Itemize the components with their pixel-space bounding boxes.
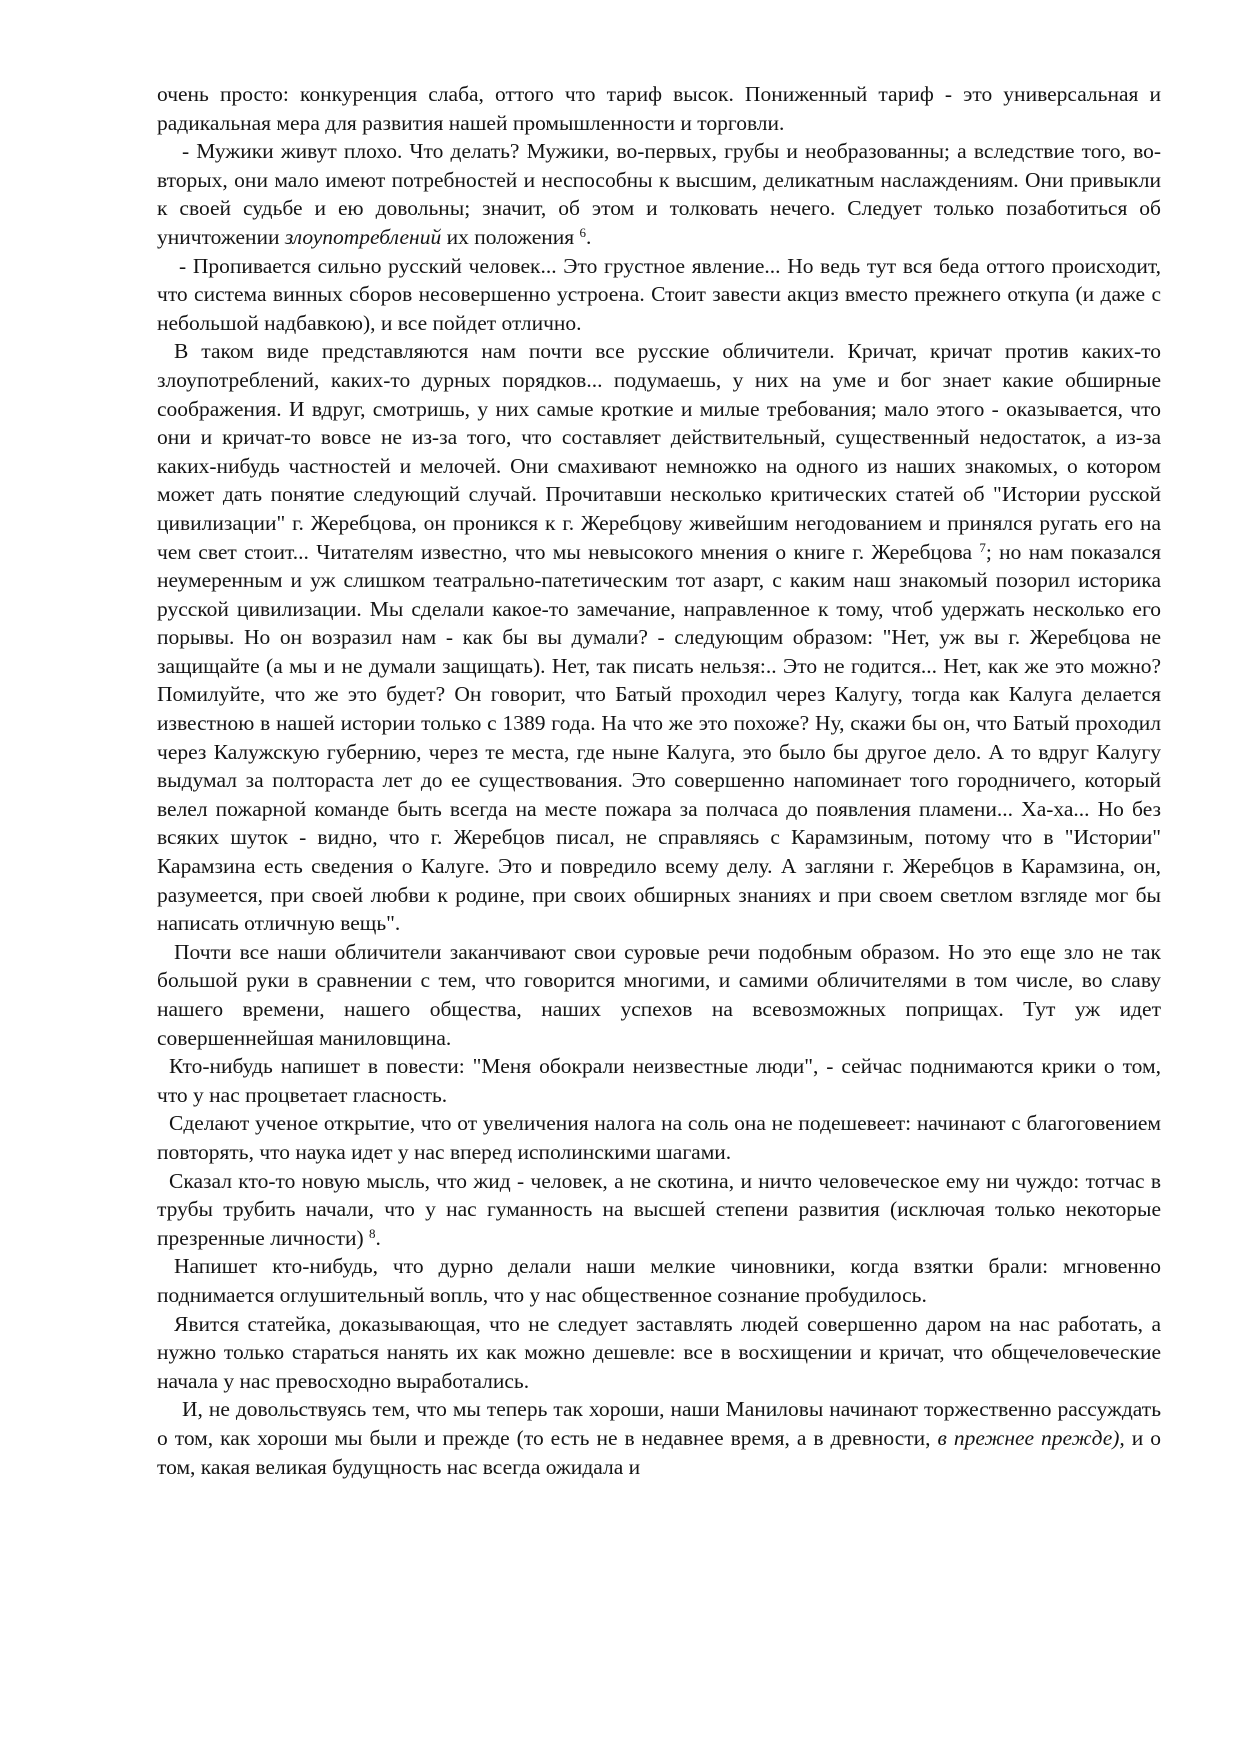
paragraph-text: . <box>586 224 592 249</box>
paragraph-text: . <box>375 1225 381 1250</box>
paragraph-manilovs <box>157 1395 1161 1481</box>
document-page <box>157 80 1161 1481</box>
paragraph-text: И, не довольствуясь тем, что мы теперь так хороши, наши Маниловы начинают торжественно рассуждать о том, как хороши мы были и прежде (то есть не в недавнее время, а в древности, <box>157 1397 1161 1450</box>
paragraph-glasnost <box>157 1052 1161 1109</box>
paragraph-officials <box>157 1252 1161 1309</box>
paragraph-text: Сказал кто-то новую мысль, что жид - человек, а не скотина, и ничто человеческое ему ни чуждо: тотчас в трубы трубить начали, что у нас гуманность на высшей степени развития (исключая только некоторые презренные личности) <box>157 1168 1161 1250</box>
paragraph-text: их положения <box>441 224 580 249</box>
paragraph-denouncers <box>157 337 1161 937</box>
paragraph-text: очень просто: конкуренция слаба, оттого что тариф высок. Пониженный тариф - это универсальная и радикальная мера для развития нашей промышленности и торговли. <box>157 82 1161 135</box>
paragraph-text: В таком виде представляются нам почти все русские обличители. Кричат, кричат против каких-то злоупотреблений, каких-то дурных порядков... подумаешь, у них на уме и бог знает какие обширные соображения. И вдруг, смотришь, у них самые кроткие и милые требования; мало этого - оказывается, что они и кричат-то вовсе не из-за того, что составляет действительный, существенный недостаток, а из-за каких-нибудь частностей и мелочей. Они смахивают немножко на одного из наших знакомых, о котором может дать понятие следующий случай. Прочитавши несколько критических статей об "Истории русской цивилизации" г. Жеребцова, он проникся к г. Жеребцову живейшим негодованием и принялся ругать его на чем свет стоит... Читателям известно, что мы невысокого мнения о книге г. Жеребцова <box>157 339 1161 564</box>
paragraph-text: ; но нам показался неумеренным и уж слишком театрально-патетическим тот азарт, с каким наш знакомый позорил историка русской цивилизации. Мы сделали какое-то замечание, направленное к тому, чтоб удержать несколько его порывы. Но он возразил нам - как бы вы думали? - следующим образом: "Нет, уж вы г. Жеребцова не защищайте (а мы и не думали защищать). Нет, так писать нельзя:.. Это не годится... Нет, как же это можно? Помилуйте, что же это будет? Он говорит, что Батый проходил через Калугу, тогда как Калуга делается известною в нашей истории только с 1389 года. На что же это похоже? Ну, скажи бы он, что Батый проходил через Калужскую губернию, через те места, где ныне Калуга, это было бы другое дело. А то вдруг Калугу выдумал за полтораста лет до ее существования. Это совершенно напоминает того городничего, который велел пожарной команде быть всегда на месте пожара за полчаса до появления пламени... Ха-ха... Но без всяких шуток - видно, что г. Жеребцов писал, не справляясь с Карамзиным, потому что в "Истории" Карамзина есть сведения о Калуге. Это и повредило всему делу. А загляни г. Жеребцов в Карамзина, он, разумеется, при своей любви к родине, при своих обширных знаниях и при своем светлом взгляде мог бы написать отличную вещь". <box>157 539 1162 936</box>
paragraph-labor <box>157 1310 1161 1396</box>
paragraph-text: Почти все наши обличители заканчивают свои суровые речи подобным образом. Но это еще зло не так большой руки в сравнении с тем, что говорится многими, и самими обличителями в том числе, во славу нашего времени, нашего общества, наших успехов на всевозможных поприщах. Тут уж идет совершеннейшая маниловщина. <box>157 939 1161 1050</box>
footnote-ref-8[interactable]: 8 <box>369 1225 376 1241</box>
paragraph-humanity <box>157 1167 1161 1253</box>
paragraph-text: и о том, какая великая будущность нас всегда ожидала и <box>157 1425 1162 1479</box>
paragraph-text: Сделают ученое открытие, что от увеличения налога на соль она не подешевеет: начинают с благоговением повторять, что наука идет у нас вперед исполинскими шагами. <box>157 1111 1161 1164</box>
paragraph-science <box>157 1109 1161 1166</box>
paragraph-drinking <box>157 252 1161 338</box>
paragraph-tariff <box>157 80 1161 137</box>
italic-emphasis: в прежнее прежде), <box>937 1425 1125 1450</box>
paragraph-text: Явится статейка, доказывающая, что не следует заставлять людей совершенно даром на нас работать, а нужно только стараться нанять их как можно дешевле: все в восхищении и кричат, что общечеловеческие начала у нас превосходно выработались. <box>157 1311 1161 1393</box>
paragraph-text: - Пропивается сильно русский человек... Это грустное явление... Но ведь тут вся беда оттого происходит, что система винных сборов несовершенно устроена. Стоит завести акциз вместо прежнего откупа (и даже с небольшой надбавкою), и все пойдет отлично. <box>157 253 1161 335</box>
italic-emphasis: злоупотреблений <box>284 224 442 249</box>
paragraph-text: - Мужики живут плохо. Что делать? Мужики, во-первых, грубы и необразованны; а вследствие того, во-вторых, они мало имеют потребностей и неспособны к высшим, деликатным наслаждениям. Они привыкли к своей судьбе и ею довольны; значит, об этом и толковать нечего. Следует только позаботиться об уничтожении <box>157 139 1161 249</box>
footnote-ref-6[interactable]: 6 <box>579 224 587 240</box>
paragraph-text: Напишет кто-нибудь, что дурно делали наши мелкие чиновники, когда взятки брали: мгновенно поднимается оглушительный вопль, что у нас общественное сознание пробудилось. <box>157 1254 1161 1307</box>
paragraph-manilovism <box>157 938 1161 1052</box>
paragraph-peasants <box>157 137 1161 251</box>
footnote-ref-7[interactable]: 7 <box>979 539 986 555</box>
paragraph-text: Кто-нибудь напишет в повести: "Меня обокрали неизвестные люди", - сейчас поднимаются крики о том, что у нас процветает гласность. <box>157 1054 1161 1107</box>
